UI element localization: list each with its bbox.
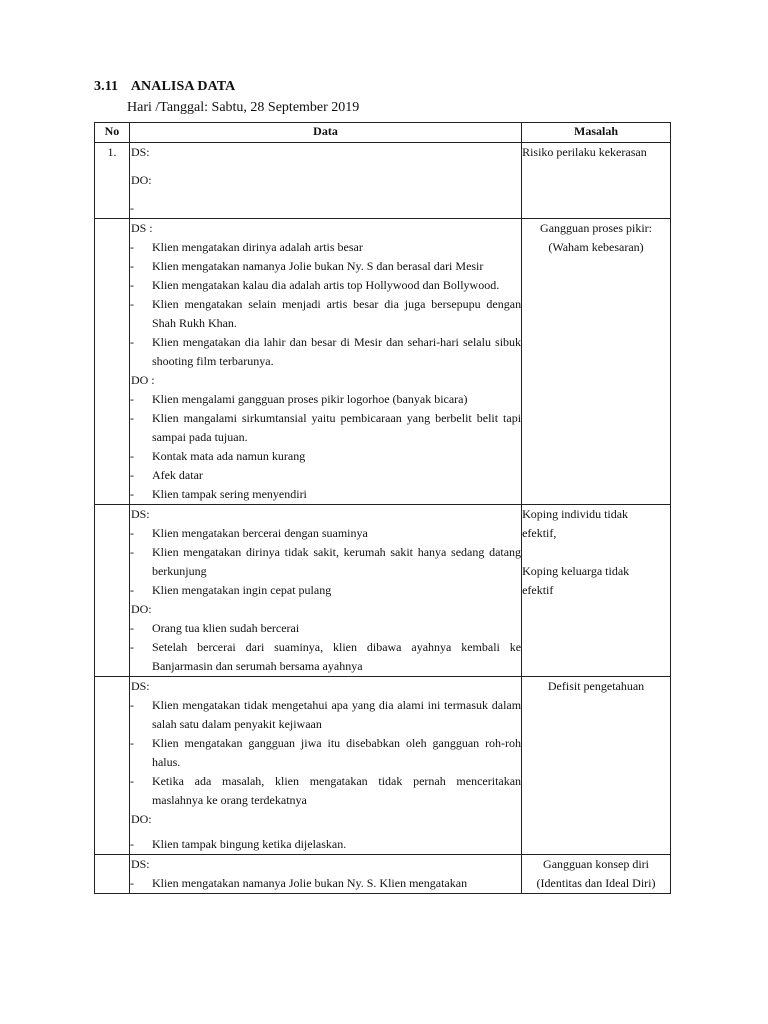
table-row xyxy=(95,677,671,855)
list-item: - Klien mengatakan dirinya adalah artis besar xyxy=(130,238,521,257)
masalah-cell xyxy=(522,677,671,855)
ds-label: DS: xyxy=(130,145,150,159)
masalah-cell xyxy=(522,143,671,219)
list-item: - Klien mengatakan dirinya tidak sakit, kerumah sakit hanya sedang datang berkunjung xyxy=(130,543,521,581)
row-number: 1. xyxy=(95,143,130,219)
list-item: - Klien tampak sering menyendiri xyxy=(130,485,521,504)
table-row xyxy=(95,219,671,505)
header-no: No xyxy=(95,123,130,143)
row-number xyxy=(95,219,130,505)
list-item: - Klien mengatakan ingin cepat pulang xyxy=(130,581,521,600)
masalah-text: Risiko perilaku kekerasan xyxy=(522,145,647,159)
row-number xyxy=(95,677,130,855)
do-label: DO: xyxy=(130,812,152,826)
ds-label: DS: xyxy=(130,857,150,871)
do-label: DO : xyxy=(130,373,155,387)
ds-label: DS: xyxy=(130,507,150,521)
ds-label: DS : xyxy=(130,221,153,235)
list-item: - Klien mengalami gangguan proses pikir logorhoe (banyak bicara) xyxy=(130,390,521,409)
masalah-cell xyxy=(522,855,671,894)
masalah-text: Koping keluarga tidak efektif xyxy=(522,564,630,597)
do-label: DO: xyxy=(130,173,152,187)
masalah-text: (Identitas dan Ideal Diri) xyxy=(536,876,656,890)
row-number xyxy=(95,505,130,677)
table-header-row xyxy=(95,123,671,143)
header-data: Data xyxy=(129,123,521,143)
data-cell xyxy=(129,677,521,855)
table-row xyxy=(95,505,671,677)
section-heading xyxy=(94,79,235,95)
masalah-text: Gangguan konsep diri xyxy=(543,857,650,871)
list-item: - Klien mengatakan kalau dia adalah artis top Hollywood dan Bollywood. xyxy=(130,276,521,295)
data-cell xyxy=(129,855,521,894)
masalah-cell xyxy=(522,219,671,505)
list-item: - Kontak mata ada namun kurang xyxy=(130,447,521,466)
list-item: - Klien tampak bingung ketika dijelaskan. xyxy=(130,835,521,854)
list-item: - Setelah bercerai dari suaminya, klien dibawa ayahnya kembali ke Banjarmasin dan serumah bersama ayahnya xyxy=(130,638,521,676)
list-item: - Klien mengatakan dia lahir dan besar di Mesir dan sehari-hari selalu sibuk shooting film terbarunya. xyxy=(130,333,521,371)
ds-label: DS: xyxy=(130,679,150,693)
data-cell xyxy=(129,143,521,219)
row-number xyxy=(95,855,130,894)
masalah-text: Koping individu tidak efektif, xyxy=(522,507,629,540)
do-label: DO: xyxy=(130,602,152,616)
date-line: Hari /Tanggal: Sabtu, 28 September 2019 xyxy=(127,100,360,115)
list-item: - Klien mangalami sirkumtansial yaitu pembicaraan yang berbelit belit tapi sampai pada tujuan. xyxy=(130,409,521,447)
masalah-text: Gangguan proses pikir: xyxy=(540,221,653,235)
data-cell xyxy=(129,219,521,505)
list-item: - Afek datar xyxy=(130,466,521,485)
section-number: 3.11 xyxy=(94,79,119,94)
list-item: - Klien mengatakan namanya Jolie bukan Ny. S. Klien mengatakan xyxy=(130,874,521,893)
table-row xyxy=(95,855,671,894)
table-row xyxy=(95,143,671,219)
list-item: - Ketika ada masalah, klien mengatakan tidak pernah menceritakan maslahnya ke orang terdekatnya xyxy=(130,772,521,810)
header-masalah: Masalah xyxy=(522,123,671,143)
list-item: - Klien mengatakan tidak mengetahui apa yang dia alami ini termasuk dalam salah satu dalam penyakit kejiwaan xyxy=(130,696,521,734)
section-title: ANALISA DATA xyxy=(130,79,236,94)
masalah-text: (Waham kebesaran) xyxy=(548,240,644,254)
list-item: - Klien mengatakan bercerai dengan suaminya xyxy=(130,524,521,543)
masalah-text: Defisit pengetahuan xyxy=(547,679,645,693)
analysis-table xyxy=(94,122,671,894)
list-item xyxy=(130,199,521,218)
data-cell xyxy=(129,505,521,677)
masalah-cell xyxy=(522,505,671,677)
list-item: - Klien mengatakan namanya Jolie bukan Ny. S dan berasal dari Mesir xyxy=(130,257,521,276)
list-item: - Klien mengatakan selain menjadi artis besar dia juga bersepupu dengan Shah Rukh Khan. xyxy=(130,295,521,333)
list-item: - Orang tua klien sudah bercerai xyxy=(130,619,521,638)
list-item: - Klien mengatakan gangguan jiwa itu disebabkan oleh gangguan roh-roh halus. xyxy=(130,734,521,772)
